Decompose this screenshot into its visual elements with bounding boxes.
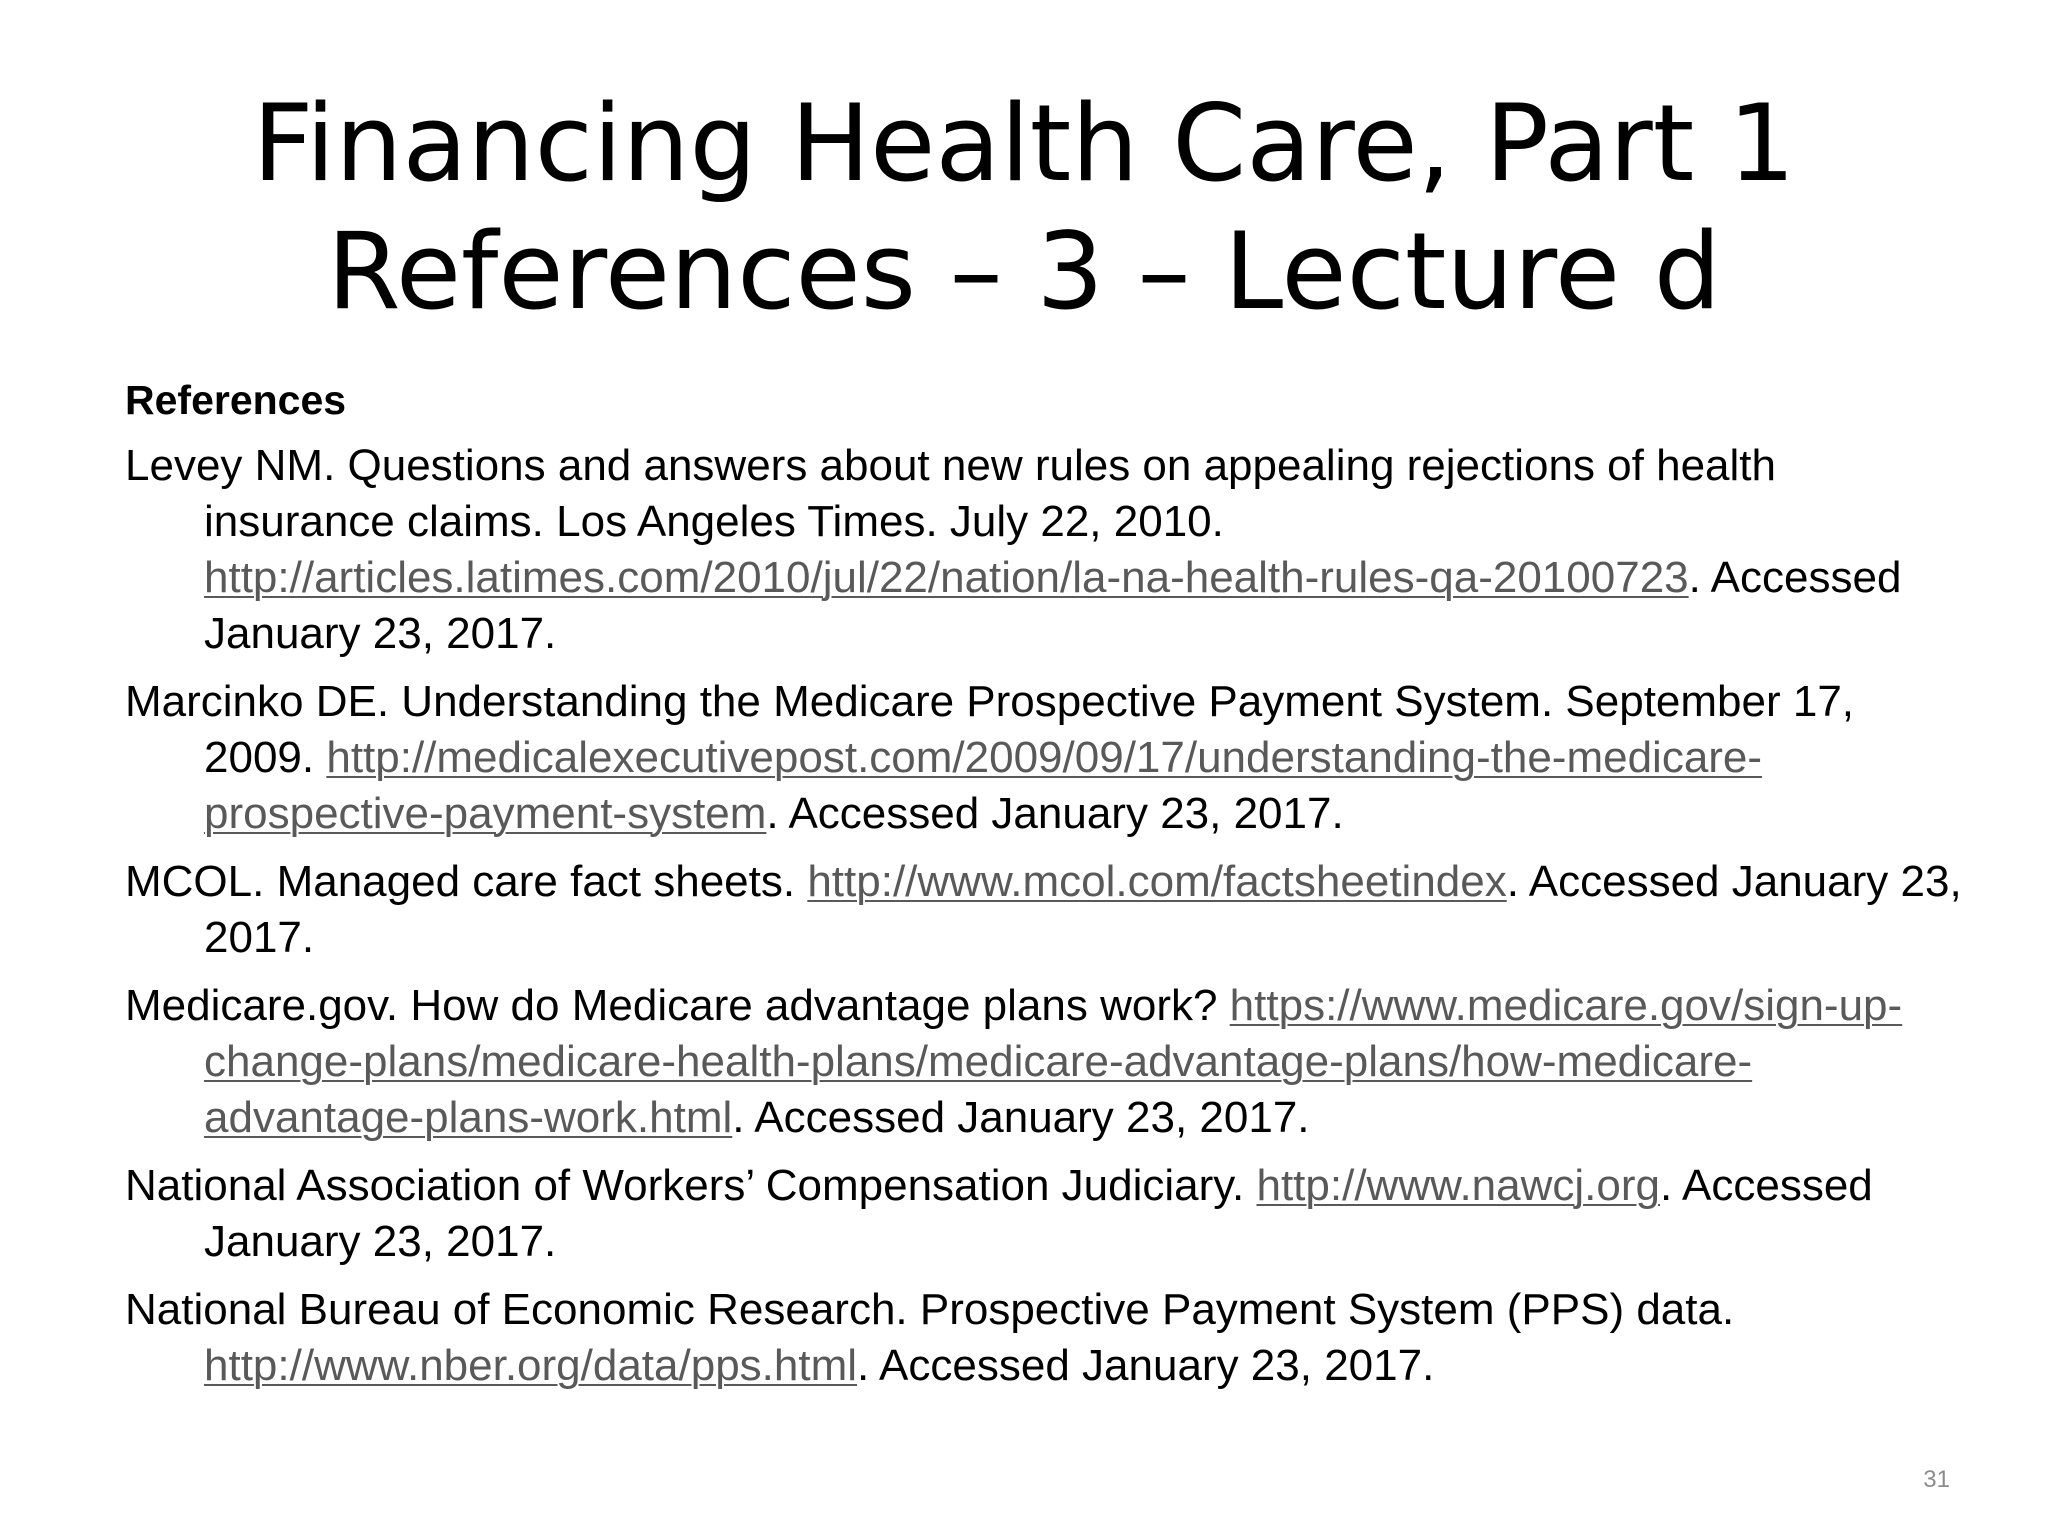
reference-text: Marcinko DE. Understanding the Medicare Prospective Payment System. September 17, 2009. xyxy=(125,677,1855,782)
reference-text: National Association of Workers’ Compensation Judiciary. xyxy=(125,1161,1257,1210)
reference-item xyxy=(125,1158,1965,1270)
slide-title-line-2: References – 3 – Lecture d xyxy=(326,210,1722,333)
reference-item xyxy=(125,1282,1965,1394)
slide-title xyxy=(0,80,2048,336)
reference-accessed: . Accessed January 23, 2017. xyxy=(732,1093,1310,1142)
reference-link[interactable]: https://www.medicare.gov/sign-up-change-plans/medicare-health-plans/medicare-advantage-plans/how-medicare-advantage-plans-work.html xyxy=(204,981,1903,1142)
references-heading: References xyxy=(125,377,347,423)
reference-link[interactable]: http://articles.latimes.com/2010/jul/22/nation/la-na-health-rules-qa-20100723 xyxy=(204,553,1689,602)
reference-accessed: . Accessed January 23, 2017. xyxy=(204,857,1962,962)
reference-accessed: . Accessed January 23, 2017. xyxy=(204,1161,1873,1266)
reference-item xyxy=(125,674,1965,842)
reference-item xyxy=(125,978,1965,1146)
reference-text: Medicare.gov. How do Medicare advantage plans work? xyxy=(125,981,1230,1030)
reference-text: Levey NM. Questions and answers about new rules on appealing rejections of health insurance claims. Los Angeles Times. July 22, 2010. xyxy=(125,441,1776,546)
reference-link[interactable]: http://www.nber.org/data/pps.html xyxy=(204,1341,858,1390)
reference-accessed: . Accessed January 23, 2017. xyxy=(857,1341,1435,1390)
slide-title-line-1: Financing Health Care, Part 1 xyxy=(252,82,1796,205)
reference-link[interactable]: http://www.nawcj.org xyxy=(1256,1161,1660,1210)
reference-accessed: . Accessed January 23, 2017. xyxy=(204,553,1902,658)
reference-text: MCOL. Managed care fact sheets. xyxy=(125,857,808,906)
reference-link[interactable]: http://www.mcol.com/factsheetindex xyxy=(807,857,1507,906)
reference-text: National Bureau of Economic Research. Prospective Payment System (PPS) data. xyxy=(125,1285,1735,1334)
page-number: 31 xyxy=(1923,1466,1950,1493)
references-section xyxy=(125,372,1965,1406)
reference-item xyxy=(125,854,1965,966)
reference-item xyxy=(125,438,1965,662)
reference-link[interactable]: http://medicalexecutivepost.com/2009/09/17/understanding-the-medicare-prospective-payment-system xyxy=(204,733,1763,838)
reference-accessed: . Accessed January 23, 2017. xyxy=(766,789,1344,838)
